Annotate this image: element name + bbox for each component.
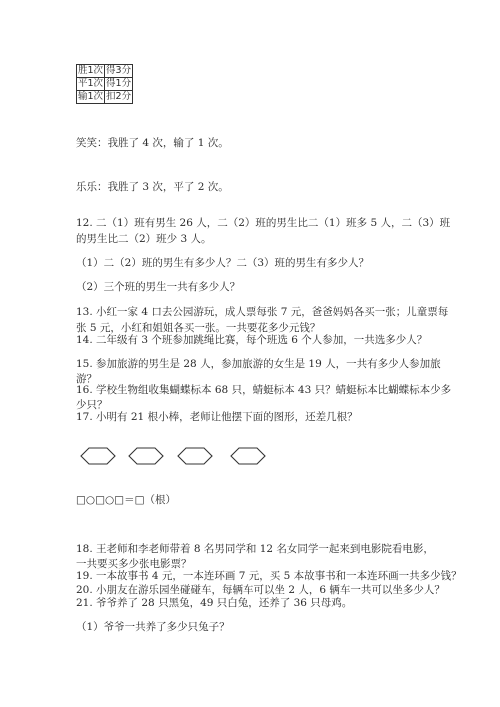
question-12-line-2: 的男生比二（2）班少 3 人。 [76, 233, 212, 245]
table-cell: 平1次 [78, 78, 104, 89]
table-row [77, 91, 133, 104]
table-cell: 输1次 [78, 91, 104, 102]
scoring-rules-table [76, 64, 133, 104]
question-17: 17. 小明有 21 根小棒，老师让他摆下面的图形，还差几根？ [76, 411, 358, 423]
hexagon-figure [230, 447, 266, 465]
table-row [77, 78, 133, 91]
table-row [77, 65, 133, 78]
lele-statement: 乐乐：我胜了 3 次，平了 2 次。 [76, 181, 229, 193]
question-13-line-1: 13. 小红一家 4 口去公园游玩，成人票每张 7 元，爸爸妈妈各买一张；儿童票每 [76, 306, 449, 318]
question-13-line-2: 张 5 元，小红和姐姐各买一张。一共要花多少元钱？ [76, 322, 321, 334]
question-20: 20. 小朋友在游乐园坐碰碰车，每辆车可以坐 2 人，6 辆车一共可以坐多少人？ [76, 584, 445, 596]
table-cell: 得1分 [106, 78, 132, 89]
question-19: 19. 一本故事书 4 元，一本连环画 7 元，买 5 本故事书和一本连环画一共多少钱？ [76, 570, 462, 582]
hexagon-figure [177, 447, 213, 465]
question-12-sub-2: （2）三个班的男生一共有多少人？ [76, 281, 241, 293]
question-21: 21. 爷爷养了 28 只黑兔，49 只白兔，还养了 36 只母鸡。 [76, 597, 353, 609]
question-15-line-2: 游？ [76, 373, 97, 385]
question-12-sub-1: （1）二（2）班的男生有多少人？二（3）班的男生有多少人？ [76, 257, 370, 269]
question-18-line-1: 18. 王老师和李老师带着 8 名男同学和 12 名女同学一起来到电影院看电影， [76, 543, 434, 555]
table-cell: 得3分 [106, 65, 132, 76]
table-cell: 胜1次 [78, 65, 104, 76]
table-cell: 扣2分 [106, 91, 132, 102]
question-15-line-1: 15. 参加旅游的男生是 28 人，参加旅游的女生是 19 人，一共有多少人参加旅 [76, 358, 441, 370]
hexagon-figure [80, 447, 116, 465]
question-18-line-2: 一共要买多少张电影票？ [76, 558, 192, 570]
answer-formula: □○□○□＝□（根） [76, 494, 177, 506]
question-16-line-2: 少只？ [76, 399, 108, 411]
hexagon-figure [128, 447, 164, 465]
question-12-line-1: 12. 二（1）班有男生 26 人，二（2）班的男生比二（1）班多 5 人，二（3）班 [76, 217, 451, 229]
question-14: 14. 二年级有 3 个班参加跳绳比赛，每个班选 6 个人参加，一共选多少人？ [76, 334, 428, 346]
question-16-line-1: 16. 学校生物组收集蝴蝶标本 68 只，蜻蜓标本 43 只？蜻蜓标本比蝴蝶标本少多 [76, 384, 452, 396]
question-21-sub-1: （1）爷爷一共养了多少只兔子？ [76, 621, 230, 633]
xiaoxiao-statement: 笑笑：我胜了 4 次，输了 1 次。 [76, 137, 229, 149]
